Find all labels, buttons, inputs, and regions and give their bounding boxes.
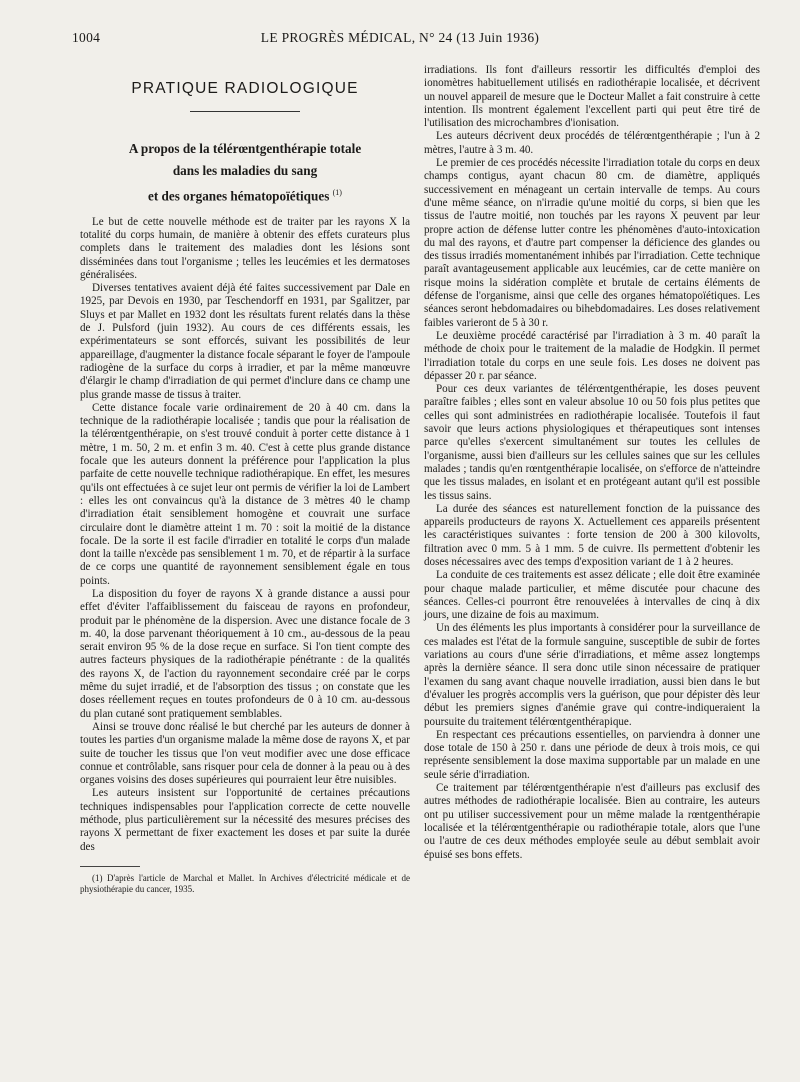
article-title-line-2: dans les maladies du sang	[172, 163, 318, 179]
paragraph: La disposition du foyer de rayons X à grande distance a aussi pour effet d'éviter l'affaiblissement du faisceau de rayons en profondeur, produit par le phénomène de la dispersion. Avec une distance focale de 3 m. 40, la dose parvenant théoriquement à 10 cm., au-dessous de la peau serait environ 95 % de la dose reçue en surface. Si l'on tient compte des autres facteurs physiques de la radiothérapie pénétrante : de la qualités des rayons X, de l'action du rayonnement secondaire créé par le corps même du sujet irradié, et de l'absorption des tissus ; on constate que les doses réellement reçues en toutes profondeurs de 0 à 10 cm. au-dessous du plan cutané sont pratiquement semblables.	[80, 588, 410, 720]
paragraph: La conduite de ces traitements est assez délicate ; elle doit être examinée pour chaque malade particulier, et même discutée pour chacune des séances. Celles-ci pourront être renouvelées à intervalles de cinq à dix jours, une dizaine de fois au maximum.	[424, 569, 760, 622]
footnote-marker: (1)	[332, 188, 342, 198]
article-title-line-1: A propos de la télérœntgenthérapie totale	[128, 141, 362, 157]
paragraph: Ce traitement par télérœntgenthérapie n'est d'ailleurs pas exclusif des autres méthodes de radiothérapie localisée. Bien au contraire, les auteurs ont pu utiliser successivement pour un même malade la rœntgenthérapie localisée et la télérœntgenthérapie ou radiothérapie totale, alors que l'une ou l'autre de ces deux méthodes employée seule au début semblait avoir épuisé ses bons effets.	[424, 782, 760, 861]
article-title-line-3: et des organes hématopoïétiques	[148, 188, 330, 204]
paragraph: La durée des séances est naturellement fonction de la puissance des appareils producteurs de rayons X. Actuellement ces appareils présentent les caractéristiques suivantes : forte tension de 200 à 300 kilovolts, filtration avec 0 mm. 5 à 1 mm. 5 de cuivre. Ils permettent d'obtenir les doses nécessaires avec des temps d'exposition variant de 1 à 2 heures.	[424, 502, 760, 568]
page-number: 1004	[72, 30, 101, 45]
right-column	[424, 64, 760, 862]
paragraph: En respectant ces précautions essentielles, on parviendra à donner une dose totale de 150 à 250 r. dans une période de deux à trois mois, ce qui représente sensiblement la dose maxima supportable par un malade en une seule série d'irradiation.	[424, 728, 760, 781]
paragraph: Les auteurs insistent sur l'opportunité de certaines précautions techniques indispensables pour l'application correcte de cette nouvelle méthode, plus particulièrement sur la nécessité des mesures précises des rayons X permettant de fixer exactement les doses et par suite la durée des	[80, 787, 410, 853]
article-title	[80, 138, 410, 207]
paragraph: Le premier de ces procédés nécessite l'irradiation totale du corps en deux champs contigus, ayant chacun 80 cm. de diamètre, appliqués successivement en ménageant un certain intervalle de temps. Au cours d'une même séance, on n'irradie qu'une moitié du corps, si bien que les tissus de l'autre moitié, non touchés par les rayons X peuvent par leur propre action de défense lutter contre les phénomènes d'auto-intoxication du mal des rayons, et d'autre part compenser la déficience des glandes ou des tissus irradiés momentanément inhibés par l'irradiation. Cette technique paraît avantageusement applicable aux leucémies, car de cette manière on risque moins la sidération complète et brutale de certains éléments de défense de l'organisme, ainsi que celle des organes hématopoïétiques. Les séances seront hebdomadaires ou bihebdomadaires. Les doses relativement faibles varieront de 5 à 30 r.	[424, 157, 760, 329]
paragraph: Cette distance focale varie ordinairement de 20 à 40 cm. dans la technique de la radiothérapie localisée ; tandis que pour la réalisation de la télérœntgenthérapie, on s'est trouvé conduit à porter cette distance à 1 mètre, 1 m. 50, 2 m. et enfin 3 m. 40. C'est à cette plus grande distance focale que les auteurs donnent la préférence pour l'application la plus parfaite de cette nouvelle technique radiothérapique. En effet, les mesures qu'ils ont effectuées à ce sujet leur ont permis de vérifier la loi de Lambert : elles les ont convaincus qu'à la distance de 3 mètres 40 le champ d'irradiation était sensiblement homogène et couvrait une surface circulaire dont le diamètre atteint 1 m. 70 : soit la moitié de la distance focale. De la sorte il est facile d'irradier en totalité le corps d'un malade dont la taille n'excède pas sensiblement 1 m. 70, et de répartir à la surface de ce corps une quantité de rayonnement sensiblement égale en tous points.	[80, 401, 410, 587]
title-divider	[190, 111, 300, 112]
paragraph: Les auteurs décrivent deux procédés de télérœntgenthérapie ; l'un à 2 mètres, l'autre à 3 m. 40.	[424, 130, 760, 156]
footnote: (1) D'après l'article de Marchal et Mallet. In Archives d'électricité médicale et de physiothérapie du cancer, 1935.	[80, 872, 410, 894]
section-title: PRATIQUE RADIOLOGIQUE	[131, 80, 359, 97]
page-header	[72, 30, 728, 52]
footnote-divider	[80, 866, 140, 867]
paragraph: Pour ces deux variantes de télérœntgenthérapie, les doses peuvent paraître faibles ; elles sont en valeur absolue 10 ou 50 fois plus petites que celles qui sont administrées en radiothérapie localisée. Toutefois il faut savoir que leurs actions physiologiques et thérapeutiques sont intenses parce qu'elles s'exercent simultanément sur toutes les cellules de l'organisme, aussi bien d'ailleurs sur les cellules saines que sur les cellules malades ; tandis qu'en rœntgenthérapie localisée, on s'efforce de n'atteindre que les tissus malades, en isolant et en protégeant autant qu'il est possible les tissus sains.	[424, 383, 760, 502]
running-title: LE PROGRÈS MÉDICAL, N° 24 (13 Juin 1936)	[260, 30, 540, 45]
paragraph: Ainsi se trouve donc réalisé le but cherché par les auteurs de donner à toutes les parties d'un organisme malade la même dose de rayons X, et par suite de toucher les tissus que l'on veut modifier avec une dose efficace connue et contrôlable, sans risquer pour cela de donner à la peau ou à des organes voisins des doses supérieures qui pourraient leur être nuisibles.	[80, 720, 410, 787]
paragraph: irradiations. Ils font d'ailleurs ressortir les difficultés d'emploi des ionomètres habituellement utilisés en radiothérapie localisée, et décrivent un nouvel appareil de mesure que le Docteur Mallet a fait construire à cette intention. Ils montrent également l'excellent parti qui peut être tiré de l'utilisation des microchambres d'ionisation.	[424, 64, 760, 130]
paragraph: Le but de cette nouvelle méthode est de traiter par les rayons X la totalité du corps humain, de manière à obtenir des effets curateurs plus complets dans le traitement des maladies dont les lésions sont disséminées dans tout l'organisme ; telles les leucémies et les dermatoses généralisées.	[80, 215, 410, 281]
left-column	[80, 64, 410, 895]
paragraph: Un des éléments les plus importants à considérer pour la surveillance de ces malades est l'état de la formule sanguine, susceptible de subir de fortes variations au cours d'une série d'irradiations, et même assez longtemps après la dernière séance. Il sera donc utile sinon nécessaire de pratiquer l'examen du sang avant chaque nouvelle irradiation, aussi bien dans le but d'évaluer les progrès accomplis vers la guérison, que pour dépister dès leur début les premiers signes d'anémie grave qui contre-indiqueraient la poursuite du traitement télérœntgenthérapique.	[424, 622, 760, 728]
paragraph: Le deuxième procédé caractérisé par l'irradiation à 3 m. 40 paraît la méthode de choix pour le traitement de la maladie de Hodgkin. Il permet l'irradiation totale du corps en une seule fois. Les doses ne doivent pas dépasser 20 r. par séance.	[424, 329, 760, 382]
paragraph: Diverses tentatives avaient déjà été faites successivement par Dale en 1925, par Devois en 1930, par Teschendorff en 1931, par Sgalitzer, par Sluys et par Mallet en 1932 dont les résultats furent relatés dans la thèse de J. Pulsford (juin 1932). Au cours de ces différents essais, les expérimentateurs se sont efforcés, suivant les possibilités de leur appareillage, d'augmenter la distance focale séparant le foyer de l'ampoule radiogène de la surface du corps à irradier, et par la même manœuvre d'élargir le champ d'irradiation de qui permet d'inclure dans ce champ une plus grande masse de tissus à traiter.	[80, 282, 410, 401]
